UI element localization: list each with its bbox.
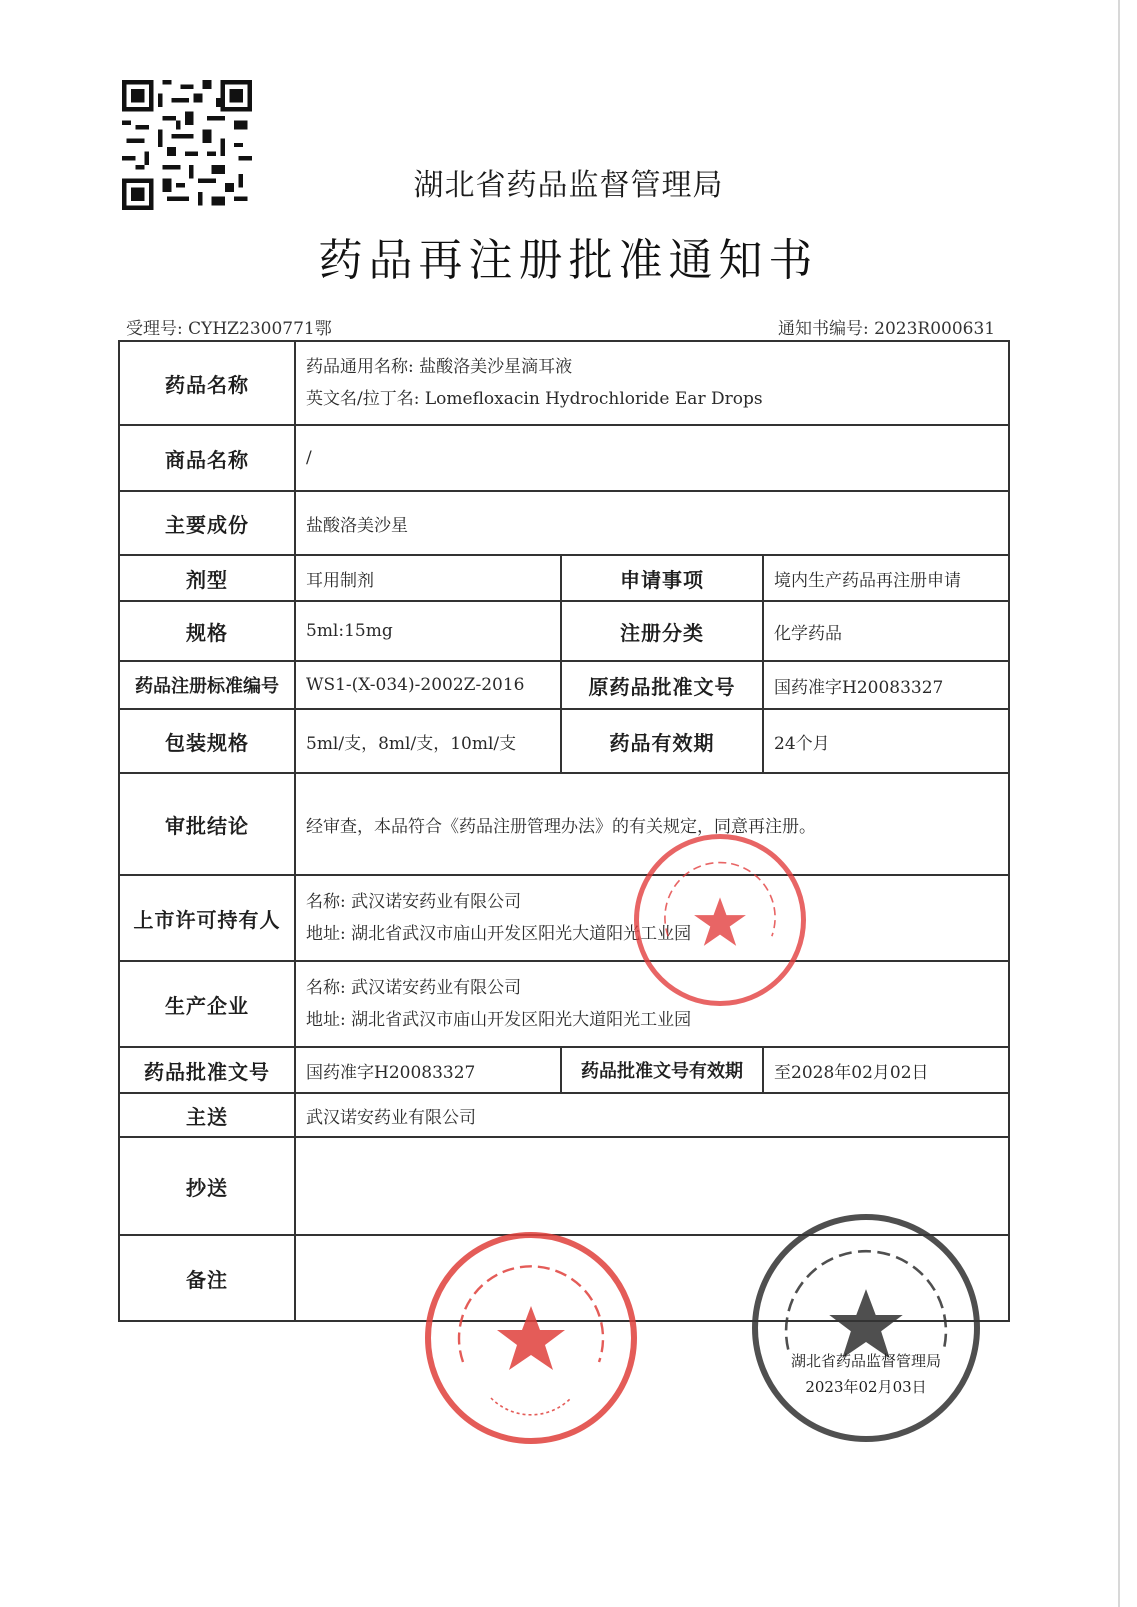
registration-category-value: 化学药品: [763, 601, 1009, 661]
acceptance-number: 受理号: CYHZ2300771鄂: [126, 319, 332, 339]
cc-label: 抄送: [119, 1137, 295, 1235]
specification-label: 规格: [119, 601, 295, 661]
mah-name: 名称: 武汉诺安药业有限公司: [306, 892, 522, 912]
dosage-form-value: 耳用制剂: [295, 555, 561, 601]
row-mah: [119, 875, 1009, 961]
manufacturer-label: 生产企业: [119, 961, 295, 1047]
row-drug-name: [119, 341, 1009, 425]
authority-seal: [752, 1214, 980, 1442]
row-manufacturer: [119, 961, 1009, 1047]
recipient-label: 主送: [119, 1093, 295, 1137]
row-main-ingredient: [119, 491, 1009, 555]
approval-validity-label: 药品批准文号有效期: [561, 1047, 763, 1093]
english-name: 英文名/拉丁名: Lomefloxacin Hydrochloride Ear Drops: [306, 389, 763, 409]
standard-no-label: 药品注册标准编号: [119, 661, 295, 709]
document-title: 药品再注册批准通知书: [318, 235, 819, 286]
row-trade-name: [119, 425, 1009, 491]
row-approval-no: [119, 1047, 1009, 1093]
application-item-value: 境内生产药品再注册申请: [763, 555, 1009, 601]
standard-no-value: WS1-(X-034)-2002Z-2016: [295, 661, 561, 709]
authority-signature: [752, 1348, 980, 1400]
star-icon: [639, 839, 801, 1001]
validity-period-label: 药品有效期: [561, 709, 763, 773]
recipient-value: 武汉诺安药业有限公司: [295, 1093, 1009, 1137]
notice-number: 通知书编号: 2023R000631: [778, 319, 996, 339]
specification-value: 5ml:15mg: [295, 601, 561, 661]
packaging-value: 5ml/支，8ml/支，10ml/支: [295, 709, 561, 773]
original-approval-no-label: 原药品批准文号: [561, 661, 763, 709]
conclusion-value: 经审查，本品符合《药品注册管理办法》的有关规定，同意再注册。: [295, 773, 1009, 875]
mah-address: 地址: 湖北省武汉市庙山开发区阳光大道阳光工业园: [306, 924, 692, 944]
star-icon: [758, 1220, 974, 1436]
generic-name: 药品通用名称: 盐酸洛美沙星滴耳液: [306, 357, 573, 377]
row-recipient: [119, 1093, 1009, 1137]
validity-period-value: 24个月: [763, 709, 1009, 773]
trade-name-label: 商品名称: [119, 425, 295, 491]
conclusion-label: 审批结论: [119, 773, 295, 875]
remarks-label: 备注: [119, 1235, 295, 1321]
approval-validity-value: 至2028年02月02日: [763, 1047, 1009, 1093]
authority-signature-date: 2023年02月03日: [805, 1378, 927, 1396]
row-specification: [119, 601, 1009, 661]
approval-no-label: 药品批准文号: [119, 1047, 295, 1093]
main-ingredient-label: 主要成份: [119, 491, 295, 555]
approval-table: [118, 340, 1010, 1322]
row-packaging: [119, 709, 1009, 773]
issuer-name: 湖北省药品监督管理局: [413, 168, 724, 203]
packaging-label: 包装规格: [119, 709, 295, 773]
application-item-label: 申请事项: [561, 555, 763, 601]
row-dosage-form: [119, 555, 1009, 601]
trade-name-value: /: [295, 425, 1009, 491]
row-standard-no: [119, 661, 1009, 709]
dosage-form-label: 剂型: [119, 555, 295, 601]
row-conclusion: [119, 773, 1009, 875]
drug-name-value: [295, 341, 1009, 425]
authority-signature-name: 湖北省药品监督管理局: [790, 1352, 941, 1370]
drug-name-label: 药品名称: [119, 341, 295, 425]
approval-no-value: 国药准字H20083327: [295, 1047, 561, 1093]
mah-label: 上市许可持有人: [119, 875, 295, 961]
manufacturer-address: 地址: 湖北省武汉市庙山开发区阳光大道阳光工业园: [306, 1010, 692, 1030]
manufacturer-name: 名称: 武汉诺安药业有限公司: [306, 978, 522, 998]
star-icon: [431, 1238, 631, 1438]
registration-category-label: 注册分类: [561, 601, 763, 661]
original-approval-no-value: 国药准字H20083327: [763, 661, 1009, 709]
main-ingredient-value: 盐酸洛美沙星: [295, 491, 1009, 555]
company-seal: [634, 834, 806, 1006]
manufacturer-seal: [425, 1232, 637, 1444]
